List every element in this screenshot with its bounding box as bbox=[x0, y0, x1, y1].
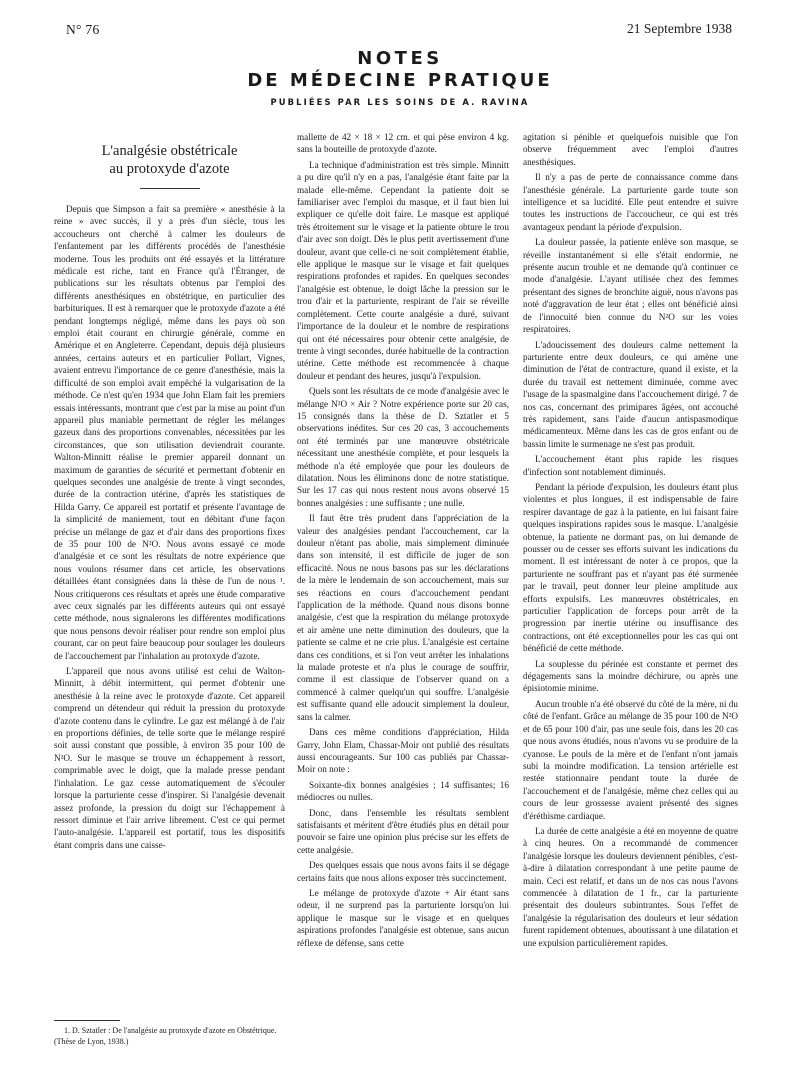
footnote-rule bbox=[54, 1020, 120, 1021]
paragraph: Il faut être très prudent dans l'appréciation de la valeur des analgésies pendant l'accouchement, car la douleur n'étant pas abolie, mais simplement diminuée dans son intensité, il est difficile de juger de son efficacité. Nous ne nous basons pas sur les déclarations de la mère le lendemain de son accouchement, mais sur ses réactions en cours d'accouchement pendant l'application de la méthode. Quand nous disons bonne analgésie, c'est que la respiration du mélange protoxyde et air amène une nette diminution des douleurs, que la patiente se calme et ne crie plus. L'analgésie est certaine dans ces conditions, et si l'on veut arrêter les inhalations la malade proteste et n'a plus le courage de souffrir, comme il est classique de l'observer quand on a commencé à calmer quelqu'un qui souffre. L'analgésie est suffisante quand elle adoucit simplement la douleur, sans la calmer. bbox=[297, 513, 509, 722]
paragraph: Dans ces même conditions d'appréciation, Hilda Garry, John Elam, Chassar-Moir ont publié des résultats aussi encourageants. Sur 100 cas publiés par Chassar-Moir on note : bbox=[297, 727, 509, 775]
paragraph: Des quelques essais que nous avons faits il se dégage certains faits que nous allons exposer très succinctement. bbox=[297, 860, 509, 883]
title-rule bbox=[140, 188, 200, 189]
paragraph: La douleur passée, la patiente enlève son masque, se réveille instantanément si elle s'était endormie, ne présente aucun trouble et ne demande qu'à continuer ce mode d'analgésie. L'ayant utilisée chez des femmes présentant des signes de bronchite aiguë, nous n'avons pas noté d'aggravation de leur état ; elles ont bénéficié ainsi de l'innocuité bien connue du N²O sur les voies respiratoires. bbox=[523, 237, 738, 335]
paragraph: Depuis que Simpson a fait sa première « anesthésie à la reine » avec succès, il y a près d'un siècle, tous les accoucheurs ont cherché à calmer les douleurs de l'enfantement par les différents procédés de l'anesthésie moderne. Tous les produits ont été essayés et la littérature médicale est riche, tant en France qu'à l'Étranger, de publications sur les résultats obtenus par l'emploi des différents anesthésiques en obstétrique, en particulier des barbituriques. Il est à remarquer que le protoxyde d'azote a été pendant longtemps négligé, même dans les pays où son emploi était courant en chirurgie générale, comme en Amérique et en Angleterre. Cependant, depuis déjà plusieurs années, certains auteurs et en particulier Pollart, Vignes, avaient entrevu l'importance de ce genre d'anesthésie, mais la difficulté de son emploi avait empêché la vulgarisation de la méthode. Ce n'est qu'en 1934 que John Elam fait les premiers essais intéressants, montrant que c'est par la mise au point d'un appareil plus maniable permettant de régler les mélanges gazeux dans des proportions convenables, nécessitées par les circonstances, que son utilisation deviendrait courante. Walton-Minnitt réalise le premier appareil donnant un maximum de garanties de sécurité et permettant d'obtenir en quelques secondes une analgésie de trente à vingt secondes, durée de la contraction utérine, d'après les statistiques de Hilda Garry. Ce appareil est portatif et présente l'avantage de la simplicité de maniement, tout en débitant d'une façon précise un mélange de gaz et d'air dans des proportions fixes de 35 pour 100 de N²O. Nous avons essayé ce mode d'analgésie et ce sont les résultats de notre expérience que nous voulons résumer dans cet article, les observations détaillées étant consignées dans la thèse de l'un de nous ¹. Nous critiquerons ces résultats et après une étude comparative avec ceux signalés par les différents auteurs qui ont essayé cette méthode, nous signalerons les différentes modifications que nous pensons devoir réaliser pour rendre son emploi plus courant, car on peut faire beaucoup pour soulager les douleurs de l'accouchement par l'inhalation au protoxyde d'azote. bbox=[54, 204, 285, 661]
paragraph: Aucun trouble n'a été observé du côté de la mère, ni du côté de l'enfant. Grâce au mélange de 35 pour 100 de N²O et de 65 pour 100 d'air, pas une seule fois, dans les 20 cas que nous avons étudiés, nous n'avons vu se produire de la cyanose. Le pouls de la mère et de l'enfant n'ont jamais subi la moindre modification. La tension artérielle est restée stationnaire pendant toute la durée de l'accouchement et de l'analgésie, même chez celles qui au cours de leur grossesse avaient présenté des signes d'éréthisme cardiaque. bbox=[523, 698, 738, 821]
paragraph: Il n'y a pas de perte de connaissance comme dans l'anesthésie générale. La parturiente garde toute son intelligence et sa lucidité. Elle peut entendre et suivre toutes les instructions de l'accoucheur, ce qui est très avantageux pendant la période d'expulsion. bbox=[523, 172, 738, 232]
paragraph: La durée de cette analgésie a été en moyenne de quatre à cinq heures. On a recommandé de commencer l'analgésie lorsque les douleurs deviennent pénibles, c'est-à-dire à dilatation correspondant à une petite paume de main. Ceci est relatif, et dans un de nos cas nous l'avons commencée à dilatation de 1 fr., car la parturiente présentait des douleurs subintrantes. Sous l'effet de l'analgésie la régularisation des douleurs et leur sédation furent rapidement obtenues, aboutissant à une dilatation et une expulsion particulièrement rapides. bbox=[523, 825, 738, 948]
paragraph: L'appareil que nous avons utilisé est celui de Walton-Minnitt, à débit intermittent, qui permet d'obtenir une anesthésie à la reine avec le protoxyde d'azote. Cet appareil comprend un détendeur qui réduit la pression du protoxyde d'azote contenu dans le cylindre. Le gaz est mélangé à de l'air en proportions définies, de telle sorte que le mélange respiré soit aussi constant que possible, à environ 35 pour 100 de N²O. Sur le masque se trouve un échappement à ressort, comprimable avec le doigt, que la malade presse pendant l'inhalation. Le gaz cesse automatiquement de s'écouler lorsque la parturiente cesse d'inspirer. Si l'analgésie devenait assez profonde, la pression du doigt sur l'échappement à ressort diminue et l'air arrive librement. C'est ce qui permet l'auto-analgésie. L'appareil est portatif, tous les dispositifs étant compris dans une caisse- bbox=[54, 666, 285, 850]
paragraph: Soixante-dix bonnes analgésies ; 14 suffisantes; 16 médiocres ou nulles. bbox=[297, 779, 509, 803]
paragraph: Pendant la période d'expulsion, les douleurs étant plus violentes et plus longues, il est indispensable de faire respirer davantage de gaz à la patiente, en lui faisant faire quelques inspirations rapides sous le masque. L'analgésie obtenue, la patiente ne dormant pas, on lui demande de pousser ou de cesser ses efforts suivant les indications du moment. Il est intéressant de noter à ce propos, que la parturiente ne souffrant pas et n'ayant pas été surmenée par le travail, peut donner leur pleine amplitude aux efforts expulsifs. Les manœuvres obstétricales, en particulier l'application de forceps pour arrêt de la progression par inertie utérine ou insuffisance des contractions, ont été exceptionnelles pour les cas qui ont bénéficié de cette méthode. bbox=[523, 481, 738, 654]
issue-date: 21 Septembre 1938 bbox=[627, 21, 732, 36]
paragraph: agitation si pénible et quelquefois nuisible que l'on observe fréquemment avec l'emploi d'autres anesthésiques. bbox=[523, 132, 738, 167]
paragraph: L'accouchement étant plus rapide les risques d'infection sont notablement diminués. bbox=[523, 454, 738, 477]
paragraph: L'adoucissement des douleurs calme nettement la parturiente entre deux douleurs, ce qui amène une diminution de l'état de contracture, quand il existe, et la durée du travail est nettement diminuée, comme avec l'usage de la spasmalgine dans l'accouchement dirigé. 7 de nos cas, concernant des primipares âgées, ont accouché très rapidement, sans l'aide d'aucun antispasmodique médicamenteux. Même dans les cas de gros enfant ou de bassin limite le surmenage ne s'est pas produit. bbox=[523, 339, 738, 449]
article-column-2 bbox=[297, 131, 509, 1071]
article-title bbox=[54, 142, 285, 178]
masthead-title-line1: NOTES bbox=[357, 48, 443, 69]
article-title-line1: L'analgésie obstétricale bbox=[101, 143, 238, 159]
paragraph: La souplesse du périnée est constante et permet des dégagements sans la moindre déchirure, ou après une épisiotomie minime. bbox=[523, 658, 738, 694]
issue-number: N° 76 bbox=[66, 22, 100, 37]
paragraph: mallette de 42 × 18 × 12 cm. et qui pèse environ 4 kg. sans la bouteille de protoxyde d'azote. bbox=[297, 132, 509, 155]
article-title-line2: au protoxyde d'azote bbox=[109, 161, 230, 177]
article-column-3 bbox=[523, 131, 738, 1061]
paragraph: Donc, dans l'ensemble les résultats semblent satisfaisants et méritent d'être étudiés plus en détail pour pouvoir se faire une opinion plus précise sur les effets de cette analgésie. bbox=[297, 807, 509, 855]
paragraph: Le mélange de protoxyde d'azote + Air étant sans odeur, il ne surprend pas la parturiente lorsqu'on lui applique le masque sur le visage et en quelques aspirations profondes l'analgésie est obtenue, sans aucun réflexe de défense, sans cette bbox=[297, 887, 509, 948]
footnote: 1. D. Sztatler : De l'analgésie au protoxyde d'azote en Obstétrique. (Thèse de Lyon, 1938.) bbox=[54, 1026, 277, 1046]
paragraph: Quels sont les résultats de ce mode d'analgésie avec le mélange N²O × Air ? Notre expérience porte sur 20 cas, 15 consignés dans la thèse de D. Sztatler et 5 observations inédites. Sur ces 20 cas, 3 accouchements ont été terminés par une manœuvre obstétricale nécessitant une anesthésie complète, et pour lesquels la méthode n'a été employée que pour les douleurs de dilatation. Nous les éliminons donc de notre statistique. Sur les 17 cas qui nous restent nous avons observé 15 bonnes analgésies : une suffisante ; une nulle. bbox=[297, 386, 509, 508]
masthead-title-line2: DE MÉDECINE PRATIQUE bbox=[247, 70, 553, 91]
masthead-subtitle: PUBLIÉES PAR LES SOINS DE A. RAVINA bbox=[270, 97, 530, 107]
article-column-1 bbox=[54, 131, 285, 1011]
paragraph: La technique d'administration est très simple. Minnitt a pu dire qu'il n'y en a pas, l'analgésie étant faite par la malade elle-même. Cependant la patiente doit se familiariser avec l'emploi du masque, et il faut bien lui expliquer ce qu'elle doit faire. Le masque est appliqué très étroitement sur le visage et la patiente obture le trou d'air avec son doigt. Dès le plus petit avertissement d'une douleur, avant que celle-ci ne soit complètement établie, elle applique le masque sur le visage et fait quelques respirations profondes et rapides. En quelques secondes l'analgésie est obtenue, le doigt lâche la pression sur le trou d'air et la parturiente, respirant de l'air se réveille complètement. Cette courte analgésie a duré, suivant l'importance de la douleur et le nombre de respirations qui ont été nécessaires pour obtenir cette analgésie, de trente à vingt secondes, durée habituelle de la contraction utérine. Cette méthode est recommencée à chaque douleur et pendant des heures, jusqu'à l'expulsion. bbox=[297, 159, 509, 381]
